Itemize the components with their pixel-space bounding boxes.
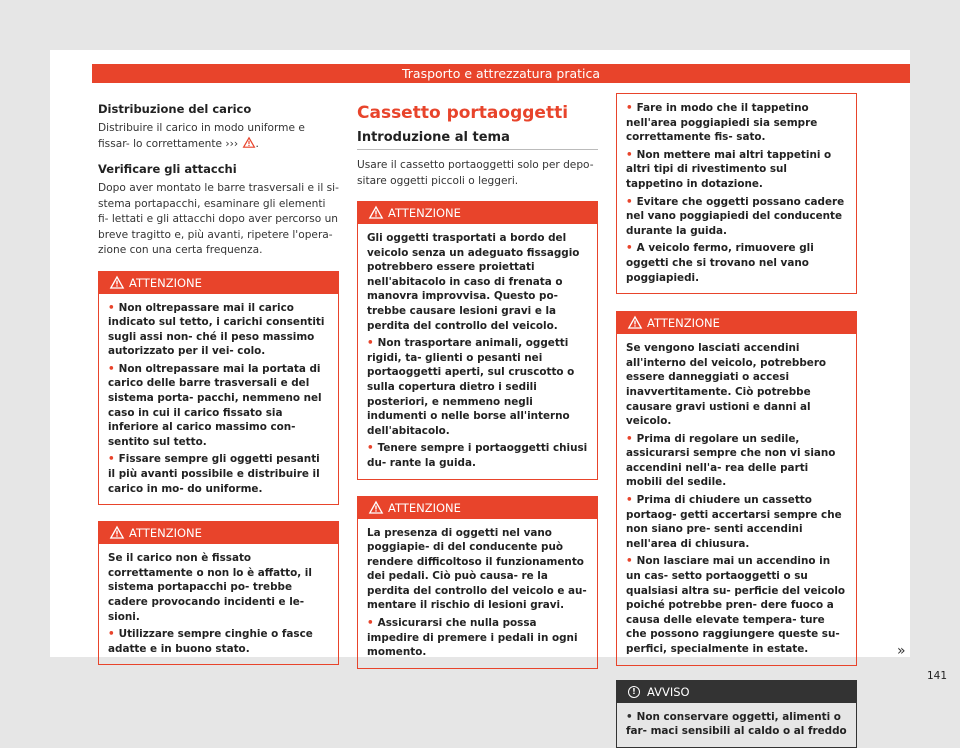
list-item: • Non conservare oggetti, alimenti o far- maci sensibili al caldo o al freddo xyxy=(626,710,847,738)
list-item: • Prima di chiudere un cassetto portaog- getti accertarsi sempre che non siano pre- senti accendini nell'area di chiusura. xyxy=(626,494,842,550)
warning-body xyxy=(99,294,338,505)
chapter-title: Cassetto portaoggetti xyxy=(357,103,569,123)
cross-reference[interactable]: ››› xyxy=(225,137,239,150)
manual-page xyxy=(50,50,948,738)
list-item: • Tenere sempre i portaoggetti chiusi du- rante la guida. xyxy=(367,442,588,469)
warning-header: ATTENZIONE xyxy=(358,202,597,224)
paragraph-check-fixings: Dopo aver montato le barre trasversali e il si- stema portapacchi, esaminare gli elementi fi- lettati e gli attacchi dopo aver percorso un breve tragitto e, più avanti, ripetere l'opera- zione con una certa frequenza. xyxy=(98,182,339,256)
note-body xyxy=(617,703,856,747)
list-item: • Fare in modo che il tappetino nell'area poggiapiedi sia sempre correttamente fis- sato. xyxy=(626,102,818,144)
warning-box xyxy=(357,496,598,669)
warning-intro: La presenza di oggetti nel vano poggiapie- di del conducente può rendere difficoltoso il funzionamento dei pedali. Ciò può causa- re la perdita del controllo del veicolo e au- mentare il rischio di lesioni gravi. xyxy=(367,526,587,612)
warning-header: ATTENZIONE xyxy=(358,497,597,519)
section-header: Trasporto e attrezzatura pratica xyxy=(92,64,910,83)
warning-box xyxy=(98,271,339,506)
paragraph-glovebox: Usare il cassetto portaoggetti solo per depo- sitare oggetti piccoli o leggeri. xyxy=(357,159,594,187)
warning-triangle-icon xyxy=(243,137,255,148)
warning-triangle-icon xyxy=(628,316,642,329)
warning-header: ATTENZIONE xyxy=(617,312,856,334)
warning-triangle-icon xyxy=(369,206,383,219)
list-item: • Non trasportare animali, oggetti rigidi, ta- glienti o pesanti nei portaoggetti aperti, sul cruscotto o sulla copertura dietro i sedili posteriori, e nemmeno negli indumenti o nelle borse all'interno dell'abitacolo. xyxy=(367,337,575,437)
warning-box xyxy=(616,311,857,665)
page-number: 141 xyxy=(927,670,948,682)
warning-intro: Se il carico non è fissato correttamente o non lo è affatto, il sistema portapacchi po- trebbe cadere provocando incidenti e le- sioni. xyxy=(108,552,312,623)
note-header: ! AVVISO xyxy=(617,681,856,703)
warning-body xyxy=(99,544,338,664)
warning-box xyxy=(357,201,598,480)
column-left xyxy=(98,102,339,665)
list-item: • A veicolo fermo, rimuovere gli oggetti che si trovano nel vano poggiapiedi. xyxy=(626,242,814,284)
heading-load-distribution: Distribuzione del carico xyxy=(98,102,252,116)
continue-arrow-icon: » xyxy=(897,643,906,659)
note-box xyxy=(616,680,857,748)
warning-body xyxy=(358,519,597,668)
warning-body xyxy=(617,94,856,293)
warning-intro: Se vengono lasciati accendini all'interno del veicolo, potrebbero essere danneggiati o accesi inavvertitamente. Ciò potrebbe causare gravi ustioni e danni al veicolo. xyxy=(626,342,827,428)
paragraph-load-distribution: Distribuire il carico in modo uniforme e fissar- lo correttamente ››› . xyxy=(98,122,305,150)
list-item: • Assicurarsi che nulla possa impedire di premere i pedali in ogni momento. xyxy=(367,617,578,659)
list-item: • Evitare che oggetti possano cadere nel vano poggiapiedi del conducente durante la guida. xyxy=(626,195,845,237)
column-right xyxy=(616,93,857,748)
warning-triangle-icon xyxy=(110,526,124,539)
warning-box-continued xyxy=(616,93,857,294)
warning-body xyxy=(358,224,597,479)
list-item: • Non lasciare mai un accendino in un cas- setto portaoggetti o su qualsiasi altra su- perficie del veicolo poiché potrebbe pren- dere fuoco a causa delle elevate tempera- ture che possono raggiungere queste su- perfici, specialmente in estate. xyxy=(626,555,846,655)
warning-header: ATTENZIONE xyxy=(99,272,338,294)
warning-triangle-icon xyxy=(110,276,124,289)
list-item: • Utilizzare sempre cinghie o fasce adatte e in buono stato. xyxy=(108,628,313,655)
list-item: • Fissare sempre gli oggetti pesanti il più avanti possibile e distribuire il carico in mo- do uniforme. xyxy=(108,453,320,495)
warning-triangle-icon xyxy=(369,501,383,514)
list-item: • Non oltrepassare mai la portata di carico delle barre trasversali e del sistema porta- pacchi, nemmeno nel caso in cui il carico fissato sia inferiore al carico massimo con- sentito sul tetto. xyxy=(108,362,322,448)
heading-check-fixings: Verificare gli attacchi xyxy=(98,162,237,176)
list-item: • Non oltrepassare mai il carico indicato sul tetto, i carichi consentiti sugli assi non- ché il peso massimo autorizzato per il vei- colo. xyxy=(108,301,325,358)
chapter-subtitle: Introduzione al tema xyxy=(357,130,598,150)
warning-box xyxy=(98,521,339,665)
list-item: • Non mettere mai altri tappetini o altri tipi di rivestimento sul tappetino in dotazione. xyxy=(626,148,832,190)
column-middle xyxy=(357,102,598,669)
warning-intro: Gli oggetti trasportati a bordo del veicolo senza un adeguato fissaggio potrebbero essere proiettati nell'abitacolo in caso di frenata o manovra improvvisa. Questo po- trebbe causare lesioni gravi e la perdita del controllo del veicolo. xyxy=(367,232,580,332)
info-icon: ! xyxy=(628,686,640,698)
warning-header: ATTENZIONE xyxy=(99,522,338,544)
list-item: • Prima di regolare un sedile, assicurarsi sempre che non vi siano accendini nell'a- rea delle parti mobili del sedile. xyxy=(626,432,836,489)
warning-body xyxy=(617,334,856,664)
